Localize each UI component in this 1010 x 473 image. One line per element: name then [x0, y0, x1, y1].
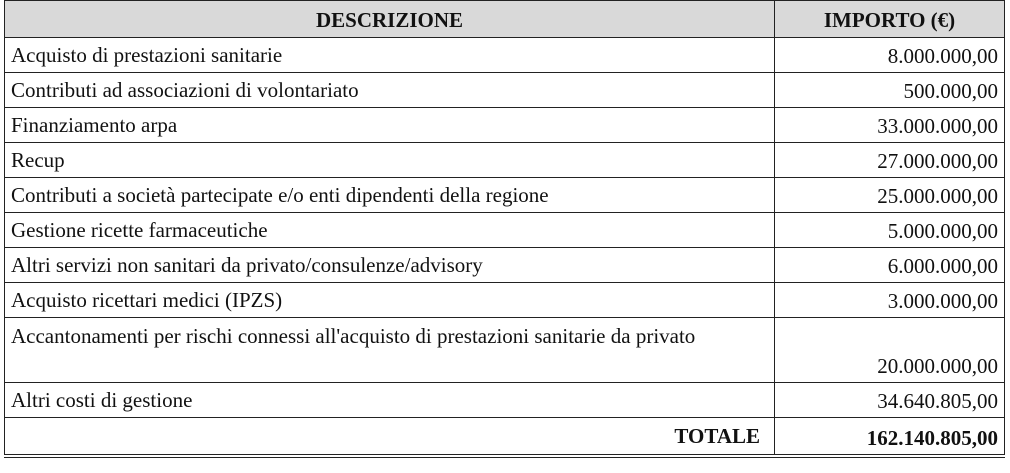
row-description: Accantonamenti per rischi connessi all'acquisto di prestazioni sanitarie da privato: [5, 318, 775, 383]
header-amount: IMPORTO (€): [775, 1, 1005, 38]
table-row: [5, 318, 1005, 383]
row-description: Altri costi di gestione: [5, 383, 775, 418]
table-row: [5, 283, 1005, 318]
row-amount: 27.000.000,00: [775, 143, 1005, 178]
row-amount: 25.000.000,00: [775, 178, 1005, 213]
row-description: Contributi a società partecipate e/o enti dipendenti della regione: [5, 178, 775, 213]
row-description: Acquisto di prestazioni sanitarie: [5, 38, 775, 73]
table-row: [5, 178, 1005, 213]
row-amount: 20.000.000,00: [775, 318, 1005, 383]
row-amount: 34.640.805,00: [775, 383, 1005, 418]
row-description: Finanziamento arpa: [5, 108, 775, 143]
table-row: [5, 108, 1005, 143]
row-description: Contributi ad associazioni di volontariato: [5, 73, 775, 108]
total-row: [5, 418, 1005, 457]
header-description: DESCRIZIONE: [5, 1, 775, 38]
table-row: [5, 38, 1005, 73]
row-description: Acquisto ricettari medici (IPZS): [5, 283, 775, 318]
table-row: [5, 248, 1005, 283]
row-amount: 33.000.000,00: [775, 108, 1005, 143]
row-amount: 6.000.000,00: [775, 248, 1005, 283]
row-description: Gestione ricette farmaceutiche: [5, 213, 775, 248]
total-label: TOTALE: [5, 418, 775, 457]
row-description: Recup: [5, 143, 775, 178]
row-amount: 500.000,00: [775, 73, 1005, 108]
table-row: [5, 383, 1005, 418]
table-row: [5, 143, 1005, 178]
cost-table: [4, 0, 1005, 458]
row-amount: 3.000.000,00: [775, 283, 1005, 318]
row-amount: 5.000.000,00: [775, 213, 1005, 248]
cost-table-container: [4, 0, 1005, 458]
row-amount: 8.000.000,00: [775, 38, 1005, 73]
row-description: Altri servizi non sanitari da privato/consulenze/advisory: [5, 248, 775, 283]
total-amount: 162.140.805,00: [775, 418, 1005, 457]
table-row: [5, 213, 1005, 248]
table-row: [5, 73, 1005, 108]
table-header-row: [5, 1, 1005, 38]
